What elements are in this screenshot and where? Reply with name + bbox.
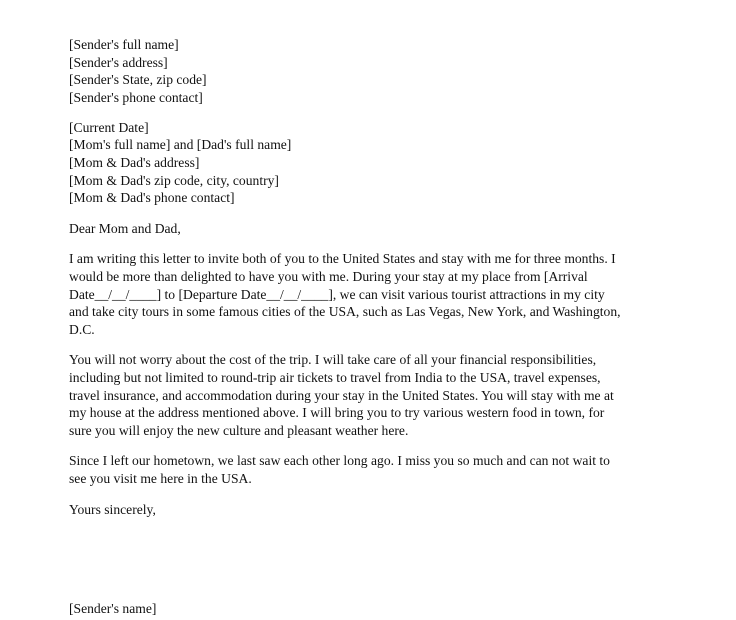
recipient-names: [Mom's full name] and [Dad's full name] [69, 137, 292, 153]
paragraph-expenses-line-2: including but not limited to round-trip air tickets to travel from India to the USA, travel expenses, [69, 370, 601, 385]
recipient-phone-contact: [Mom & Dad's phone contact] [69, 190, 235, 206]
current-date: [Current Date] [69, 119, 149, 135]
sender-phone-contact: [Sender's phone contact] [69, 89, 203, 105]
sender-address-block [69, 36, 669, 106]
paragraph-invitation-line-5: D.C. [69, 321, 95, 337]
spacer-before-salutation [69, 207, 669, 220]
paragraph-invitation-line-2: would be more than delighted to have you with me. During your stay at my place from [Arrival [69, 269, 588, 285]
recipient-zip-city-country: [Mom & Dad's zip code, city, country] [69, 172, 279, 188]
signature-space [69, 518, 669, 600]
recipient-address: [Mom & Dad's address] [69, 155, 200, 171]
paragraph-expenses-line-5: sure you will enjoy the new culture and pleasant weather here. [69, 422, 409, 438]
spacer-after-sender-block [69, 106, 669, 119]
paragraph-invitation-line-1: I am writing this letter to invite both of you to the United States and stay with me for three months. I [69, 251, 616, 267]
paragraph-closing-remarks [69, 452, 669, 487]
paragraph-invitation [69, 250, 669, 338]
paragraph-closing-remarks-line-1: Since I left our hometown, we last saw each other long ago. I miss you so much and can not wait to [69, 453, 610, 469]
paragraph-invitation-line-4: and take city tours in some famous cities of the USA, such as Las Vegas, New York, and Washington, [69, 304, 621, 320]
paragraph-invitation-line-3: Date__/__/____] to [Departure Date__/__/____], we can visit various tourist attractions in my city [69, 286, 605, 302]
salutation: Dear Mom and Dad, [69, 220, 181, 236]
recipient-address-block [69, 119, 669, 207]
letter-body [69, 36, 669, 618]
sender-address: [Sender's address] [69, 54, 168, 70]
spacer-after-paragraph-1 [69, 338, 669, 351]
paragraph-expenses [69, 351, 669, 439]
closing-salutation: Yours sincerely, [69, 501, 156, 517]
signature-name: [Sender's name] [69, 601, 157, 617]
sender-state-zip: [Sender's State, zip code] [69, 72, 207, 88]
paragraph-closing-remarks-line-2: see you visit me here in the USA. [69, 470, 252, 486]
spacer-before-closing [69, 488, 669, 501]
paragraph-expenses-line-3: travel insurance, and accommodation during your stay in the United States. You will stay with me at [69, 387, 614, 403]
paragraph-expenses-line-1: You will not worry about the cost of the trip. I will take care of all your financial responsibilities, [69, 352, 597, 368]
paragraph-expenses-line-4: my house at the address mentioned above. I will bring you to try various western food in town, for [69, 405, 605, 421]
spacer-after-paragraph-2 [69, 439, 669, 452]
spacer-after-salutation [69, 237, 669, 250]
sender-full-name: [Sender's full name] [69, 37, 179, 52]
